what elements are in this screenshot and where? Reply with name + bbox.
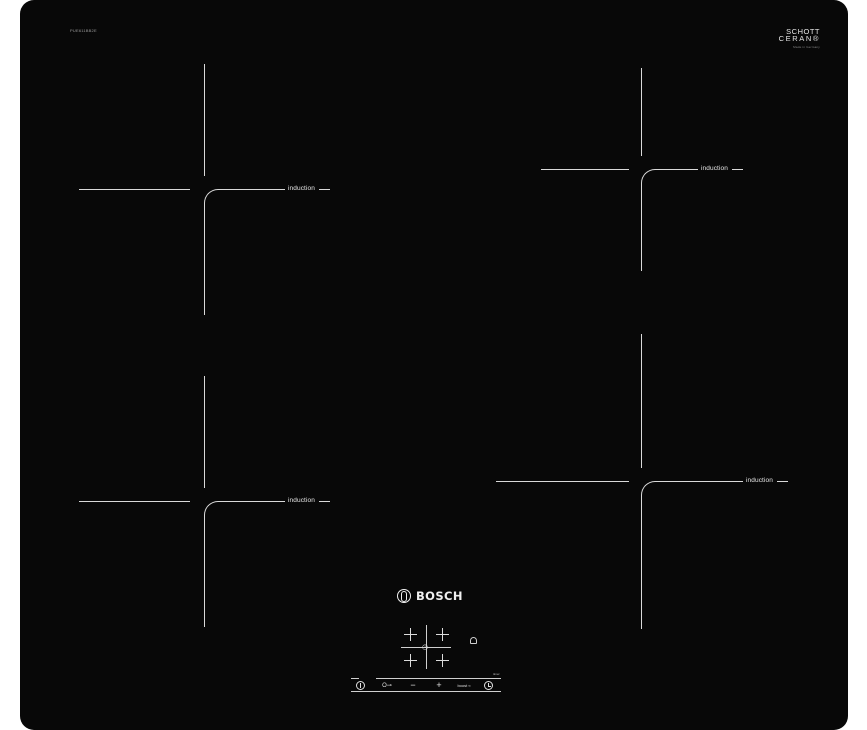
power-icon [356, 681, 365, 690]
child-lock-button[interactable]: O⊸ [382, 682, 392, 689]
zone-label-dash [319, 189, 330, 190]
zone-guide-line [496, 481, 629, 482]
control-baseline [351, 691, 501, 692]
bosch-logo [397, 589, 463, 603]
timer-small-label: timer [493, 672, 500, 676]
boost-button[interactable]: boost ≈ [457, 682, 471, 688]
bell-icon [470, 637, 477, 644]
minus-button[interactable]: − [410, 680, 416, 690]
plus-button[interactable]: + [436, 680, 442, 690]
zone-guide-line [79, 501, 190, 502]
zone-guide-line [541, 169, 629, 170]
power-button[interactable] [353, 679, 367, 691]
zone-label: induction [288, 185, 315, 192]
clock-icon [484, 681, 493, 690]
zone-label-dash [777, 481, 788, 482]
zone-label-dash [732, 169, 743, 170]
zone-guide-line [79, 189, 190, 190]
brand-name: BOSCH [416, 589, 463, 603]
zone-guide-line [641, 68, 642, 156]
zone-guide-line [655, 169, 698, 170]
zone-guide-line [204, 376, 205, 488]
bosch-armature-icon [397, 589, 411, 603]
zone-select-front-right[interactable] [436, 628, 449, 641]
timer-button[interactable] [479, 679, 497, 691]
zone-select-front-left[interactable] [404, 628, 417, 641]
zone-guide-line [204, 64, 205, 176]
zone-guide-line [204, 203, 205, 315]
zone-label: induction [288, 497, 315, 504]
zone-guide-line [218, 189, 285, 190]
zone-guide-line [641, 334, 642, 468]
zone-label: induction [746, 477, 773, 484]
hob-surface [20, 0, 848, 730]
zone-guide-line [218, 501, 285, 502]
zone-guide-line [641, 495, 642, 629]
zone-timer-icon: ◷ [422, 644, 429, 651]
zone-guide-line [655, 481, 743, 482]
ceran-label: CERAN® [778, 34, 820, 43]
schott-ceran-mark [779, 28, 820, 51]
model-number: PUE611BB2E [70, 28, 97, 33]
zone-label-dash [319, 501, 330, 502]
zone-select-rear-left[interactable] [404, 654, 417, 667]
zone-guide-line [204, 515, 205, 627]
zone-guide-line [641, 183, 642, 271]
zone-label: induction [701, 165, 728, 172]
zone-select-rear-right[interactable] [436, 654, 449, 667]
made-in-label: Made in Germany [793, 45, 820, 49]
schott-label: SCHOTT [786, 27, 820, 36]
